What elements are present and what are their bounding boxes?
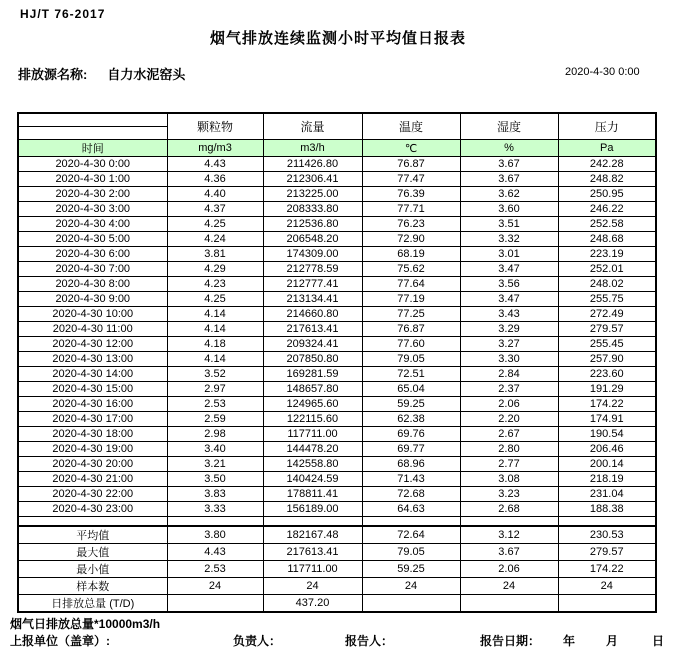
hourly-data-row xyxy=(18,277,656,292)
value-cell: 230.53 xyxy=(558,526,656,544)
time-cell: 2020-4-30 1:00 xyxy=(18,172,167,187)
value-cell: 4.43 xyxy=(167,157,263,172)
value-cell: 248.68 xyxy=(558,232,656,247)
value-cell: 217613.41 xyxy=(263,322,362,337)
value-cell: 142558.80 xyxy=(263,457,362,472)
value-cell: 182167.48 xyxy=(263,526,362,544)
value-cell: 3.83 xyxy=(167,487,263,502)
hourly-data-row xyxy=(18,292,656,307)
value-cell: 144478.20 xyxy=(263,442,362,457)
value-cell: 77.25 xyxy=(362,307,460,322)
hourly-data-row xyxy=(18,367,656,382)
time-cell: 2020-4-30 21:00 xyxy=(18,472,167,487)
value-cell: 257.90 xyxy=(558,352,656,367)
hourly-data-row xyxy=(18,232,656,247)
signature-line xyxy=(0,632,676,648)
pollutant-name-row xyxy=(18,113,656,140)
value-cell: 156189.00 xyxy=(263,502,362,517)
time-cell: 2020-4-30 2:00 xyxy=(18,187,167,202)
value-cell: 3.12 xyxy=(460,526,558,544)
value-cell: 3.67 xyxy=(460,172,558,187)
hourly-data-row xyxy=(18,157,656,172)
value-cell: 252.58 xyxy=(558,217,656,232)
time-cell: 2020-4-30 17:00 xyxy=(18,412,167,427)
value-cell: 250.95 xyxy=(558,187,656,202)
value-cell: 72.90 xyxy=(362,232,460,247)
value-cell: 3.32 xyxy=(460,232,558,247)
value-cell: 3.51 xyxy=(460,217,558,232)
time-cell: 2020-4-30 4:00 xyxy=(18,217,167,232)
value-cell: 279.57 xyxy=(558,322,656,337)
unit-row xyxy=(18,140,656,157)
hourly-data-row xyxy=(18,187,656,202)
value-cell: 3.60 xyxy=(460,202,558,217)
hourly-data-row xyxy=(18,307,656,322)
column-header-flow: 流量 xyxy=(263,113,362,140)
hourly-data-row xyxy=(18,382,656,397)
value-cell: 3.52 xyxy=(167,367,263,382)
value-cell: 2.68 xyxy=(460,502,558,517)
page-title: 烟气排放连续监测小时平均值日报表 xyxy=(209,30,466,47)
value-cell: 4.23 xyxy=(167,277,263,292)
value-cell: 4.29 xyxy=(167,262,263,277)
value-cell: 174.22 xyxy=(558,561,656,578)
value-cell: 242.28 xyxy=(558,157,656,172)
value-cell: 59.25 xyxy=(362,561,460,578)
value-cell xyxy=(558,595,656,613)
value-cell xyxy=(167,595,263,613)
column-header-humidity: 湿度 xyxy=(460,113,558,140)
value-cell: 174.91 xyxy=(558,412,656,427)
value-cell: 252.01 xyxy=(558,262,656,277)
value-cell: 200.14 xyxy=(558,457,656,472)
report-datetime: 2020-4-30 0:00 xyxy=(565,66,640,78)
value-cell: 2.53 xyxy=(167,397,263,412)
time-cell: 2020-4-30 0:00 xyxy=(18,157,167,172)
hourly-data-row xyxy=(18,322,656,337)
value-cell: 76.87 xyxy=(362,157,460,172)
hourly-data-row xyxy=(18,337,656,352)
value-cell: 174309.00 xyxy=(263,247,362,262)
day-label: 日 xyxy=(652,634,665,648)
responsible-person-label: 负责人： xyxy=(233,634,282,648)
value-cell: 3.80 xyxy=(167,526,263,544)
value-cell: 3.21 xyxy=(167,457,263,472)
value-cell: 77.64 xyxy=(362,277,460,292)
value-cell: 246.22 xyxy=(558,202,656,217)
value-cell: 77.19 xyxy=(362,292,460,307)
value-cell: 212536.80 xyxy=(263,217,362,232)
value-cell: 213225.00 xyxy=(263,187,362,202)
hourly-data-row xyxy=(18,397,656,412)
year-label: 年 xyxy=(563,634,576,648)
value-cell: 191.29 xyxy=(558,382,656,397)
value-cell: 3.43 xyxy=(460,307,558,322)
hourly-data-row xyxy=(18,442,656,457)
value-cell: 62.38 xyxy=(362,412,460,427)
value-cell: 3.67 xyxy=(460,157,558,172)
summary-row xyxy=(18,578,656,595)
value-cell: 72.68 xyxy=(362,487,460,502)
value-cell: 117711.00 xyxy=(263,561,362,578)
summary-row xyxy=(18,595,656,613)
value-cell: 148657.80 xyxy=(263,382,362,397)
value-cell: 3.56 xyxy=(460,277,558,292)
value-cell: 4.43 xyxy=(167,544,263,561)
time-cell: 2020-4-30 22:00 xyxy=(18,487,167,502)
value-cell: 178811.41 xyxy=(263,487,362,502)
column-header-pressure: 压力 xyxy=(558,113,656,140)
unit-cell-humidity: % xyxy=(460,140,558,157)
value-cell: 190.54 xyxy=(558,427,656,442)
standard-code: HJ/T 76-2017 xyxy=(20,7,106,21)
value-cell: 4.25 xyxy=(167,217,263,232)
value-cell: 2.77 xyxy=(460,457,558,472)
value-cell: 71.43 xyxy=(362,472,460,487)
value-cell: 206548.20 xyxy=(263,232,362,247)
hourly-data-row xyxy=(18,457,656,472)
blank-cell xyxy=(362,517,460,527)
time-header-cell: 时间 xyxy=(18,140,167,157)
month-label: 月 xyxy=(606,634,619,648)
value-cell: 68.19 xyxy=(362,247,460,262)
value-cell: 217613.41 xyxy=(263,544,362,561)
report-table-wrapper xyxy=(17,112,657,613)
value-cell: 59.25 xyxy=(362,397,460,412)
corner-cell xyxy=(18,113,167,140)
hourly-data-row xyxy=(18,502,656,517)
summary-label-cell: 最大值 xyxy=(18,544,167,561)
time-cell: 2020-4-30 3:00 xyxy=(18,202,167,217)
value-cell: 3.47 xyxy=(460,262,558,277)
value-cell: 3.33 xyxy=(167,502,263,517)
time-cell: 2020-4-30 5:00 xyxy=(18,232,167,247)
value-cell: 77.60 xyxy=(362,337,460,352)
value-cell: 76.23 xyxy=(362,217,460,232)
value-cell: 76.39 xyxy=(362,187,460,202)
time-cell: 2020-4-30 10:00 xyxy=(18,307,167,322)
blank-cell xyxy=(558,517,656,527)
value-cell: 124965.60 xyxy=(263,397,362,412)
hourly-data-row xyxy=(18,412,656,427)
value-cell: 72.64 xyxy=(362,526,460,544)
value-cell: 140424.59 xyxy=(263,472,362,487)
value-cell: 3.50 xyxy=(167,472,263,487)
value-cell: 79.05 xyxy=(362,352,460,367)
value-cell: 2.84 xyxy=(460,367,558,382)
value-cell: 77.47 xyxy=(362,172,460,187)
value-cell: 3.23 xyxy=(460,487,558,502)
hourly-data-row xyxy=(18,262,656,277)
time-cell: 2020-4-30 20:00 xyxy=(18,457,167,472)
value-cell: 72.51 xyxy=(362,367,460,382)
value-cell: 64.63 xyxy=(362,502,460,517)
value-cell: 3.40 xyxy=(167,442,263,457)
value-cell: 212306.41 xyxy=(263,172,362,187)
emission-source-label: 排放源名称: xyxy=(18,67,88,82)
blank-cell xyxy=(18,517,167,527)
report-unit-label: 上报单位（盖章）: xyxy=(10,634,110,648)
value-cell: 77.71 xyxy=(362,202,460,217)
value-cell: 248.82 xyxy=(558,172,656,187)
hourly-data-row xyxy=(18,472,656,487)
hourly-data-row xyxy=(18,427,656,442)
summary-label-cell: 日排放总量 (T/D) xyxy=(18,595,167,613)
time-cell: 2020-4-30 15:00 xyxy=(18,382,167,397)
time-cell: 2020-4-30 9:00 xyxy=(18,292,167,307)
value-cell: 3.81 xyxy=(167,247,263,262)
value-cell: 255.45 xyxy=(558,337,656,352)
value-cell: 214660.80 xyxy=(263,307,362,322)
value-cell: 207850.80 xyxy=(263,352,362,367)
column-header-temperature: 温度 xyxy=(362,113,460,140)
value-cell: 3.30 xyxy=(460,352,558,367)
value-cell: 4.36 xyxy=(167,172,263,187)
blank-spacer-row xyxy=(18,517,656,527)
value-cell: 4.25 xyxy=(167,292,263,307)
reporter-label: 报告人： xyxy=(345,634,394,648)
value-cell: 2.06 xyxy=(460,561,558,578)
value-cell: 3.47 xyxy=(460,292,558,307)
summary-row xyxy=(18,526,656,544)
summary-label-cell: 样本数 xyxy=(18,578,167,595)
blank-cell xyxy=(263,517,362,527)
value-cell: 24 xyxy=(263,578,362,595)
summary-label-cell: 平均值 xyxy=(18,526,167,544)
value-cell xyxy=(460,595,558,613)
hourly-data-row xyxy=(18,487,656,502)
blank-cell xyxy=(167,517,263,527)
hourly-data-row xyxy=(18,247,656,262)
value-cell: 208333.80 xyxy=(263,202,362,217)
value-cell: 4.14 xyxy=(167,307,263,322)
value-cell: 4.37 xyxy=(167,202,263,217)
value-cell: 211426.80 xyxy=(263,157,362,172)
value-cell: 2.20 xyxy=(460,412,558,427)
time-cell: 2020-4-30 23:00 xyxy=(18,502,167,517)
time-cell: 2020-4-30 14:00 xyxy=(18,367,167,382)
value-cell: 24 xyxy=(362,578,460,595)
value-cell: 4.14 xyxy=(167,322,263,337)
value-cell: 76.87 xyxy=(362,322,460,337)
value-cell: 212778.59 xyxy=(263,262,362,277)
value-cell: 3.29 xyxy=(460,322,558,337)
time-cell: 2020-4-30 18:00 xyxy=(18,427,167,442)
summary-row xyxy=(18,561,656,578)
value-cell: 206.46 xyxy=(558,442,656,457)
hourly-data-row xyxy=(18,352,656,367)
value-cell: 3.27 xyxy=(460,337,558,352)
value-cell: 79.05 xyxy=(362,544,460,561)
value-cell: 188.38 xyxy=(558,502,656,517)
value-cell: 69.77 xyxy=(362,442,460,457)
value-cell: 255.75 xyxy=(558,292,656,307)
value-cell: 4.24 xyxy=(167,232,263,247)
value-cell: 223.60 xyxy=(558,367,656,382)
value-cell: 4.40 xyxy=(167,187,263,202)
hourly-data-row xyxy=(18,202,656,217)
value-cell: 2.67 xyxy=(460,427,558,442)
daily-total-note: 烟气日排放总量*10000m3/h xyxy=(10,617,161,631)
summary-label-cell: 最小值 xyxy=(18,561,167,578)
unit-cell-particulate: mg/m3 xyxy=(167,140,263,157)
value-cell: 122115.60 xyxy=(263,412,362,427)
value-cell: 437.20 xyxy=(263,595,362,613)
value-cell: 231.04 xyxy=(558,487,656,502)
unit-cell-temperature: ℃ xyxy=(362,140,460,157)
value-cell: 65.04 xyxy=(362,382,460,397)
value-cell: 2.53 xyxy=(167,561,263,578)
value-cell: 3.62 xyxy=(460,187,558,202)
value-cell: 24 xyxy=(167,578,263,595)
value-cell: 68.96 xyxy=(362,457,460,472)
blank-cell xyxy=(460,517,558,527)
report-date-label: 报告日期： xyxy=(480,634,541,648)
value-cell: 209324.41 xyxy=(263,337,362,352)
hourly-data-row xyxy=(18,217,656,232)
value-cell: 3.01 xyxy=(460,247,558,262)
time-cell: 2020-4-30 6:00 xyxy=(18,247,167,262)
value-cell: 174.22 xyxy=(558,397,656,412)
unit-cell-flow: m3/h xyxy=(263,140,362,157)
time-cell: 2020-4-30 19:00 xyxy=(18,442,167,457)
value-cell: 279.57 xyxy=(558,544,656,561)
value-cell: 69.76 xyxy=(362,427,460,442)
value-cell: 2.97 xyxy=(167,382,263,397)
value-cell xyxy=(362,595,460,613)
column-header-particulate: 颗粒物 xyxy=(167,113,263,140)
hourly-data-row xyxy=(18,172,656,187)
time-cell: 2020-4-30 8:00 xyxy=(18,277,167,292)
unit-cell-pressure: Pa xyxy=(558,140,656,157)
time-cell: 2020-4-30 13:00 xyxy=(18,352,167,367)
value-cell: 3.67 xyxy=(460,544,558,561)
value-cell: 2.59 xyxy=(167,412,263,427)
summary-row xyxy=(18,544,656,561)
value-cell: 2.98 xyxy=(167,427,263,442)
value-cell: 272.49 xyxy=(558,307,656,322)
value-cell: 4.14 xyxy=(167,352,263,367)
value-cell: 212777.41 xyxy=(263,277,362,292)
hourly-average-table xyxy=(17,112,657,613)
time-cell: 2020-4-30 16:00 xyxy=(18,397,167,412)
value-cell: 75.62 xyxy=(362,262,460,277)
value-cell: 117711.00 xyxy=(263,427,362,442)
emission-source-name: 自力水泥窑头 xyxy=(107,67,186,82)
value-cell: 223.19 xyxy=(558,247,656,262)
value-cell: 24 xyxy=(460,578,558,595)
value-cell: 2.80 xyxy=(460,442,558,457)
value-cell: 24 xyxy=(558,578,656,595)
time-cell: 2020-4-30 12:00 xyxy=(18,337,167,352)
value-cell: 169281.59 xyxy=(263,367,362,382)
emission-source-line xyxy=(18,64,185,83)
corner-divider-line xyxy=(18,126,167,127)
value-cell: 2.06 xyxy=(460,397,558,412)
value-cell: 2.37 xyxy=(460,382,558,397)
time-cell: 2020-4-30 11:00 xyxy=(18,322,167,337)
value-cell: 213134.41 xyxy=(263,292,362,307)
value-cell: 218.19 xyxy=(558,472,656,487)
value-cell: 4.18 xyxy=(167,337,263,352)
time-cell: 2020-4-30 7:00 xyxy=(18,262,167,277)
value-cell: 248.02 xyxy=(558,277,656,292)
value-cell: 3.08 xyxy=(460,472,558,487)
table-body xyxy=(18,157,656,613)
